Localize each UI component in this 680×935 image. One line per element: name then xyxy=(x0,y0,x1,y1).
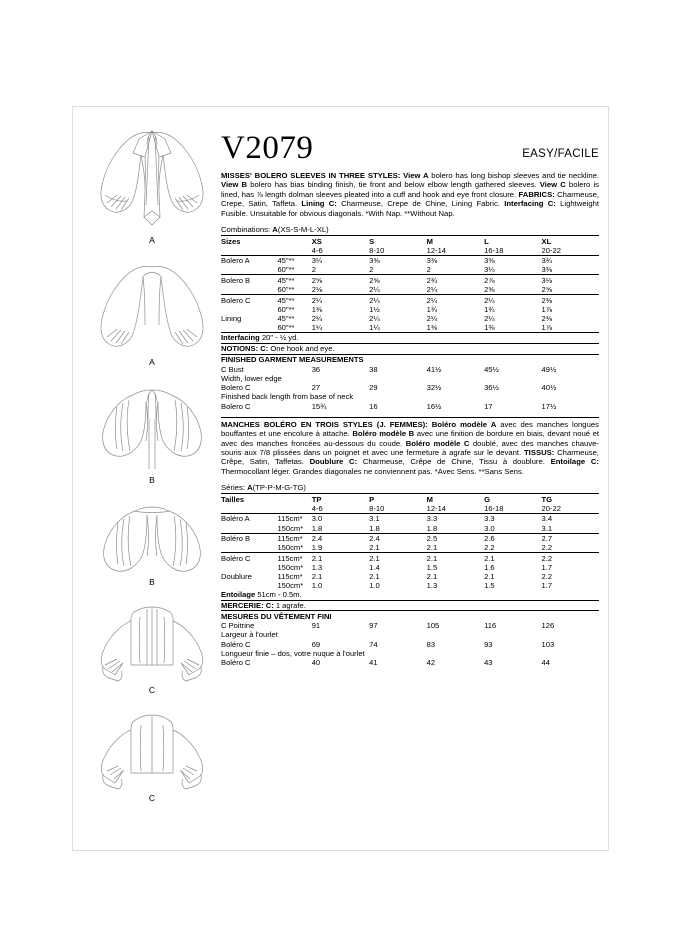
table-row xyxy=(221,265,599,275)
yardage-value: 2⅝ xyxy=(312,275,369,285)
yardage-value: 3.0 xyxy=(312,513,369,523)
yardage-value: 1.8 xyxy=(311,523,323,533)
fgm-value: 103 xyxy=(541,639,555,649)
yardage-value: 2⅝ xyxy=(484,285,495,294)
fgm-value: 41 xyxy=(369,658,378,668)
yardage-value: 1.5 xyxy=(484,581,495,591)
yardage-value: 2⅜ xyxy=(541,313,553,323)
yardage-value: 2⅜ xyxy=(542,295,599,305)
yardage-value: 1¾ xyxy=(484,304,495,314)
illustration-view-c-front xyxy=(83,603,221,695)
sizes-header: Sizes xyxy=(221,236,277,246)
row-label xyxy=(221,265,277,275)
fabric-width: 150cm* xyxy=(277,562,304,572)
fabric-width: 45"** xyxy=(277,275,311,285)
yardage-value: 1¼ xyxy=(369,322,380,332)
size-range: 8-10 xyxy=(369,245,385,255)
fabric-width: 150cm* xyxy=(277,523,304,533)
fabric-width: 115cm* xyxy=(277,553,311,563)
yardage-value: 1⅜ xyxy=(311,304,323,314)
yardage-value: 1.5 xyxy=(426,562,438,572)
yardage-value: 2.1 xyxy=(484,571,495,581)
fgm-row xyxy=(221,658,599,667)
fgm-value: 27 xyxy=(311,383,321,393)
fgm-value: 40½ xyxy=(541,383,557,393)
fgm-value: 91 xyxy=(311,621,321,631)
yardage-value: 2¼ xyxy=(484,295,541,305)
fgm-row xyxy=(221,402,599,411)
yardage-value: 1.7 xyxy=(541,581,553,591)
fgm-row xyxy=(221,621,599,630)
table-row xyxy=(221,323,599,332)
size-range: 4-6 xyxy=(311,503,323,513)
fgm-value: 105 xyxy=(426,621,440,631)
yardage-value: 2.2 xyxy=(484,543,495,553)
french-yardage-table xyxy=(221,493,599,590)
french-notions: MERCERIE: C: 1 agrafe. xyxy=(221,600,599,611)
fgm-row xyxy=(221,365,599,374)
yardage-value: 1¼ xyxy=(311,322,323,332)
row-label: Bolero B xyxy=(221,275,277,285)
row-label: Boléro C xyxy=(221,553,277,563)
yardage-value: 1⅜ xyxy=(484,322,495,332)
yardage-value: 2.4 xyxy=(369,533,426,543)
row-label: Bolero A xyxy=(221,255,277,265)
fgm-note: Finished back length from base of neck xyxy=(221,392,354,402)
yardage-value: 3⅜ xyxy=(427,255,484,265)
size-range: 16-18 xyxy=(484,503,504,513)
fgm-label: Bolero C xyxy=(221,401,251,411)
row-label xyxy=(221,285,277,295)
yardage-value: 2.2 xyxy=(541,571,553,581)
fgm-value: 17 xyxy=(484,401,493,411)
fgm-value: 16 xyxy=(369,401,378,411)
row-label xyxy=(221,563,277,572)
yardage-value: 3.1 xyxy=(369,513,426,523)
fgm-value: 45½ xyxy=(484,364,499,374)
english-yardage-table xyxy=(221,235,599,332)
fgm-note: Largeur à l'ourlet xyxy=(221,630,278,640)
yardage-value: 2.1 xyxy=(369,553,426,563)
fabric-width: 115cm* xyxy=(277,571,303,581)
row-label: Boléro A xyxy=(221,513,277,523)
french-description: MANCHES BOLÉRO EN TROIS STYLES (J. FEMMES): Boléro modèle A avec des manches longues bouffantes et une encolure à attache. Boléro modèle B avec une finition de bordure en biais, devant noué et avec des manches froncées au-dessous du coude. Boléro modèle C doublé, avec des manches chauve-souris aux 7/8 plissées dans un poignet et avec une fermeture à agrafe sur le devant. TISSUS: Charmeuse, Crêpe, Satin, Taffetas. Doublure C: Charmeuse, Crêpe de Chine, Tissu à doublure. Entoilage C: Thermocollant léger. Grandes diagonales ne conviennent pas. *Avec Sens. **Sans Sens. xyxy=(221,417,599,476)
row-label xyxy=(221,305,277,314)
yardage-value: 2.2 xyxy=(542,553,599,563)
fgm-value: 97 xyxy=(369,621,378,631)
fgm-value: 38 xyxy=(369,364,378,374)
table-row xyxy=(221,563,599,572)
table-row xyxy=(221,255,599,265)
yardage-value: 2⅝ xyxy=(541,285,553,294)
yardage-value: 2.1 xyxy=(426,543,438,553)
fgm-label: Boléro C xyxy=(221,639,251,649)
size-code: XL xyxy=(542,236,599,246)
view-label-c-back: C xyxy=(148,793,156,803)
english-fgm-body xyxy=(221,365,599,411)
size-code: G xyxy=(484,494,541,504)
series-code: A xyxy=(247,483,253,493)
yardage-value: 2.6 xyxy=(484,533,541,543)
fgm-note-row xyxy=(221,374,599,383)
illustration-column xyxy=(83,125,221,835)
yardage-value: 2¼ xyxy=(369,285,380,294)
french-yardage-body xyxy=(221,494,599,590)
french-interfacing-value: 51cm - 0.5m. xyxy=(257,590,302,600)
yardage-value: 1.9 xyxy=(311,543,323,553)
yardage-value: 2¼ xyxy=(426,285,438,294)
fabric-width: 60"** xyxy=(277,285,295,294)
yardage-value: 2.1 xyxy=(369,543,380,553)
fgm-label: Bolero C xyxy=(221,383,251,393)
series-label: Séries: xyxy=(221,483,248,493)
row-label xyxy=(221,323,277,332)
fgm-value: 36½ xyxy=(484,383,499,393)
yardage-value: 2 xyxy=(369,265,374,275)
fgm-value: 69 xyxy=(311,639,321,649)
fgm-label: Boléro C xyxy=(221,658,251,668)
fgm-value: 41½ xyxy=(426,364,442,374)
table-row xyxy=(221,314,599,323)
size-code: S xyxy=(369,236,426,246)
yardage-value: 1⅞ xyxy=(541,322,553,332)
fgm-value: 29 xyxy=(369,383,378,393)
yardage-value: 1.8 xyxy=(426,523,438,533)
yardage-value: 1⅜ xyxy=(426,322,438,332)
yardage-value: 2¼ xyxy=(312,295,369,305)
yardage-value: 2¼ xyxy=(369,313,380,323)
yardage-value: 2.1 xyxy=(369,571,380,581)
content-column xyxy=(221,123,599,667)
series-line xyxy=(221,483,599,492)
fgm-value: 16½ xyxy=(426,401,442,411)
yardage-value: 2⅝ xyxy=(369,275,426,285)
fgm-value: 83 xyxy=(426,639,436,649)
sizes-header: Tailles xyxy=(221,494,277,504)
yardage-value: 1.6 xyxy=(484,562,495,572)
fabric-width: 115cm* xyxy=(277,513,311,523)
fabric-width: 45"** xyxy=(277,313,295,323)
row-label xyxy=(221,543,277,553)
size-range-row xyxy=(221,504,599,514)
yardage-value: 1½ xyxy=(369,304,380,314)
yardage-value: 2 xyxy=(426,265,431,275)
view-label-b-back: B xyxy=(149,577,155,587)
table-row xyxy=(221,533,599,543)
yardage-value: 1.4 xyxy=(369,562,380,572)
fabric-width: 115cm* xyxy=(277,533,311,543)
table-header-row xyxy=(221,236,599,246)
size-code: TP xyxy=(312,494,369,504)
english-notions: NOTIONS: C: One hook and eye. xyxy=(221,343,599,354)
yardage-value: 2⅞ xyxy=(484,275,541,285)
combinations-range: (XS-S-M-L-XL) xyxy=(277,225,329,235)
french-interfacing-label: Entoilage xyxy=(221,590,256,600)
fgm-row xyxy=(221,383,599,392)
french-fgm-body xyxy=(221,621,599,667)
yardage-value: 2.1 xyxy=(427,553,484,563)
yardage-value: 2.2 xyxy=(541,543,553,553)
yardage-value: 2¼ xyxy=(311,313,323,323)
fgm-value: 17½ xyxy=(541,401,557,411)
view-label-a-front: A xyxy=(149,235,155,245)
yardage-value: 2¼ xyxy=(484,313,495,323)
english-interfacing-row xyxy=(221,332,599,343)
yardage-value: 2¼ xyxy=(369,295,426,305)
yardage-value: 1.7 xyxy=(541,562,553,572)
yardage-value: 2.4 xyxy=(312,533,369,543)
fgm-value: 43 xyxy=(484,658,493,668)
yardage-value: 3¼ xyxy=(484,265,495,275)
french-interfacing-row xyxy=(221,590,599,599)
fgm-row xyxy=(221,640,599,649)
fgm-value: 126 xyxy=(541,621,555,631)
row-label: Boléro B xyxy=(221,533,277,543)
fabric-width: 60"** xyxy=(277,304,295,314)
fgm-value: 44 xyxy=(541,658,550,668)
fgm-value: 93 xyxy=(484,639,493,649)
difficulty-label: EASY/FACILE xyxy=(522,148,599,160)
pattern-header xyxy=(221,123,599,165)
table-header-row xyxy=(221,494,599,504)
fabric-width: 60"** xyxy=(277,265,295,275)
table-row xyxy=(221,524,599,534)
yardage-value: 3.3 xyxy=(427,513,484,523)
yardage-value: 2.7 xyxy=(542,533,599,543)
yardage-value: 2¼ xyxy=(427,295,484,305)
yardage-value: 2.1 xyxy=(312,553,369,563)
fgm-value: 42 xyxy=(426,658,436,668)
french-fgm-table xyxy=(221,621,599,667)
table-row xyxy=(221,572,599,581)
fgm-note-row xyxy=(221,649,599,658)
yardage-value: 1.0 xyxy=(369,581,380,591)
yardage-value: 3.3 xyxy=(484,513,541,523)
yardage-value: 1.3 xyxy=(311,562,323,572)
yardage-value: 3.1 xyxy=(541,523,553,533)
yardage-value: 1.3 xyxy=(426,581,438,591)
fgm-value: 40 xyxy=(311,658,321,668)
illustration-view-c-back xyxy=(83,711,221,803)
size-range: 8-10 xyxy=(369,503,385,513)
yardage-value: 3⅜ xyxy=(484,255,541,265)
english-fgm-title: FINISHED GARMENT MEASUREMENTS xyxy=(221,354,599,365)
fabric-width: 45"** xyxy=(277,295,311,305)
size-range: 16-18 xyxy=(484,245,504,255)
fabric-width: 60"** xyxy=(277,322,295,332)
table-row xyxy=(221,305,599,314)
size-code: L xyxy=(484,236,541,246)
view-label-c-front: C xyxy=(148,685,156,695)
fgm-label: C Poitrine xyxy=(221,621,255,631)
yardage-value: 1.8 xyxy=(369,523,380,533)
size-range-row xyxy=(221,246,599,256)
yardage-value: 2 xyxy=(311,265,316,275)
table-row xyxy=(221,553,599,563)
yardage-value: 3.0 xyxy=(484,523,495,533)
fabric-width: 150cm* xyxy=(277,581,304,591)
yardage-value: 2⅛ xyxy=(311,285,323,294)
size-code: TG xyxy=(542,494,599,504)
english-interfacing-label: Interfacing xyxy=(221,333,260,343)
yardage-value: 2.1 xyxy=(426,571,438,581)
french-section xyxy=(221,417,599,668)
yardage-value: 3⅛ xyxy=(542,275,599,285)
yardage-value: 2.1 xyxy=(311,571,323,581)
illustration-view-a-back xyxy=(83,263,221,367)
size-code: XS xyxy=(312,236,369,246)
size-code: M xyxy=(427,236,484,246)
yardage-value: 1.0 xyxy=(311,581,323,591)
size-code: M xyxy=(427,494,484,504)
row-label xyxy=(221,581,277,590)
fgm-value: 15¾ xyxy=(311,401,327,411)
row-label: Bolero C xyxy=(221,295,277,305)
row-label: Doublure xyxy=(221,571,252,581)
english-fgm-table xyxy=(221,365,599,411)
table-row xyxy=(221,581,599,590)
english-yardage-body xyxy=(221,236,599,332)
fgm-value: 74 xyxy=(369,639,378,649)
table-row xyxy=(221,275,599,285)
table-row xyxy=(221,285,599,295)
illustration-view-a-front xyxy=(83,125,221,245)
fgm-value: 32½ xyxy=(426,383,442,393)
french-fgm-title: MESURES DU VÊTEMENT FINI xyxy=(221,610,599,621)
pattern-envelope-back xyxy=(72,106,609,851)
table-row xyxy=(221,295,599,305)
view-label-b-front: B xyxy=(149,475,155,485)
yardage-value: 3¼ xyxy=(312,255,369,265)
table-row xyxy=(221,543,599,553)
row-label: Lining xyxy=(221,313,242,323)
yardage-value: 3¾ xyxy=(542,255,599,265)
yardage-value: 2.1 xyxy=(484,553,541,563)
yardage-value: 3⅜ xyxy=(369,255,426,265)
view-label-a-back: A xyxy=(149,357,155,367)
fgm-value: 36 xyxy=(311,364,321,374)
illustration-view-b-front xyxy=(83,385,221,485)
size-range: 4-6 xyxy=(311,245,323,255)
size-code: P xyxy=(369,494,426,504)
yardage-value: 2¼ xyxy=(426,313,438,323)
yardage-value: 1⅞ xyxy=(541,304,553,314)
fgm-note-row xyxy=(221,392,599,401)
yardage-value: 1¾ xyxy=(426,304,438,314)
yardage-value: 2¾ xyxy=(427,275,484,285)
fgm-note: Longueur finie – dos, votre nuque à l'ourlet xyxy=(221,648,365,658)
size-range: 20-22 xyxy=(541,245,561,255)
row-label xyxy=(221,524,277,534)
pattern-number: V2079 xyxy=(221,130,314,166)
table-row xyxy=(221,513,599,523)
combinations-line xyxy=(221,225,599,234)
yardage-value: 3⅜ xyxy=(541,265,553,275)
size-range: 12-14 xyxy=(426,245,447,255)
size-range: 12-14 xyxy=(426,503,447,513)
size-range: 20-22 xyxy=(541,503,561,513)
fgm-label: C Bust xyxy=(221,364,244,374)
combinations-label: Combinations: xyxy=(221,225,273,235)
fgm-note: Width, lower edge xyxy=(221,373,282,383)
english-description: MISSES' BOLERO SLEEVES IN THREE STYLES: View A bolero has long bishop sleeves and tie neckline. View B bolero has bias binding finish, tie front and below elbow length gathered sleeves. View C bolero is lined, has ⅞ length dolman sleeves pleated into a cuff and hook and eye front closure. FABRICS: Charmeuse, Crepe, Satin, Taffeta. Lining C: Charmeuse, Crepe de Chine, Lining Fabric. Interfacing C: Lightweight Fusible. Unsuitable for obvious diagonals. *With Nap. **Without Nap. xyxy=(221,171,600,218)
yardage-value: 2.5 xyxy=(427,533,484,543)
fgm-value: 49½ xyxy=(541,364,557,374)
english-interfacing-value: 20" - ½ yd. xyxy=(261,333,299,343)
yardage-value: 3.4 xyxy=(542,513,599,523)
fabric-width: 150cm* xyxy=(277,543,304,553)
fgm-note-row xyxy=(221,630,599,639)
series-range: (TP-P-M-G-TG) xyxy=(252,483,306,493)
combinations-code: A xyxy=(272,225,278,235)
fabric-width: 45"** xyxy=(277,255,311,265)
illustration-view-b-back xyxy=(83,501,221,587)
fgm-value: 116 xyxy=(484,621,497,631)
